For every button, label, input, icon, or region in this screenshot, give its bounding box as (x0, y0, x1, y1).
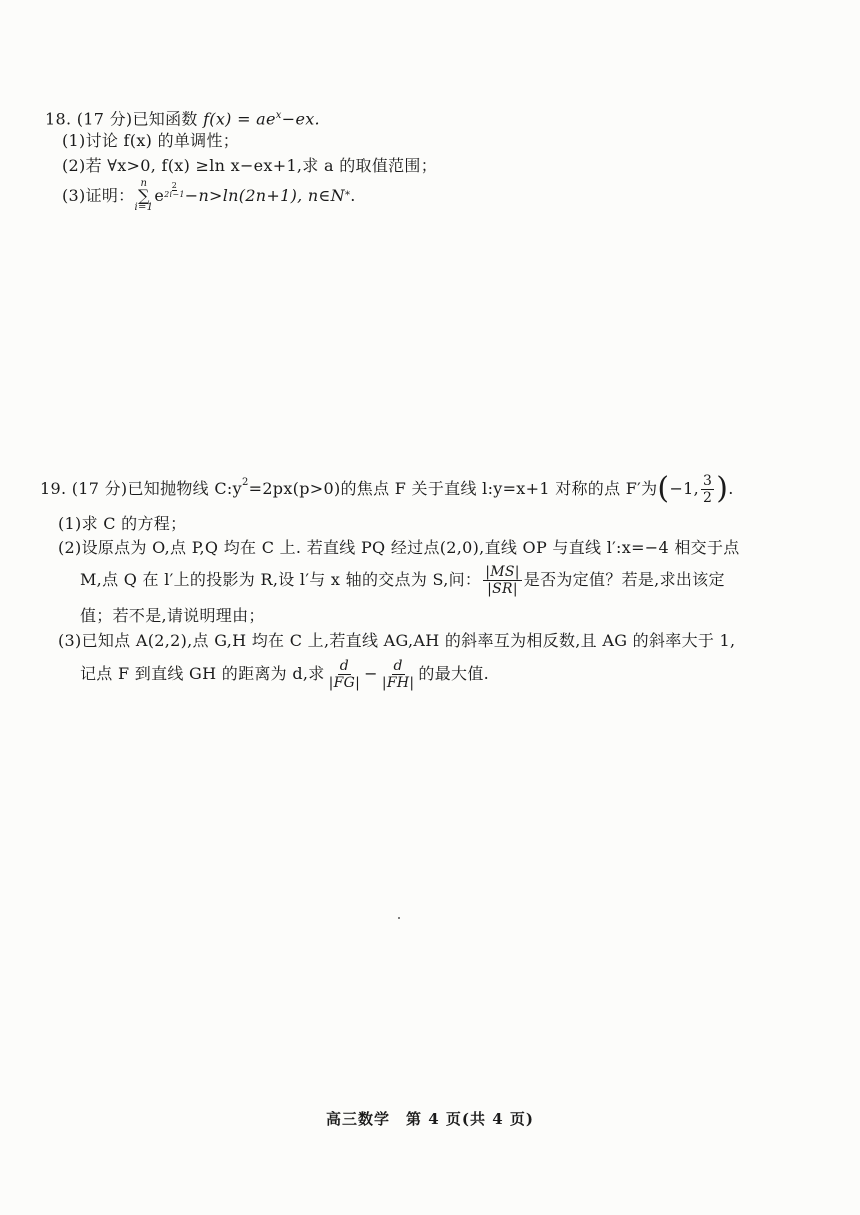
q19-part-2-line-2 (80, 560, 725, 600)
q18-part-3-rest: −n>ln(2n+1), n∈N (184, 186, 345, 205)
fraction-numerator: |MS| (485, 563, 520, 580)
summation-symbol (134, 179, 153, 213)
q18-text-b: −ex. (281, 109, 320, 129)
q18-part-1: (1)讨论 f(x) 的单调性； (62, 131, 240, 150)
exp-base: e (154, 186, 165, 205)
fraction-numerator: 3 (703, 472, 713, 489)
exp-numerator: 2 (171, 180, 178, 190)
q19-p3-text-b: 的最大值. (418, 664, 490, 683)
q18-part-3-end: . (350, 186, 356, 205)
q18-number: 18. (45, 109, 72, 129)
q18-text-a: 已知函数 (132, 109, 198, 129)
q19-part-2-line-3: 值；若不是,请说明理由； (80, 606, 265, 625)
sum-upper-limit: n (140, 178, 148, 189)
q19-part-1: (1)求 C 的方程； (58, 514, 187, 533)
right-paren: ) (716, 471, 729, 506)
q19-text-b: =2px(p>0)的焦点 F 关于直线 l:y=x+1 对称的点 F′为 (248, 479, 658, 498)
q18-star: * (344, 190, 351, 201)
q18-score: (17 分) (76, 109, 133, 129)
q19-coord-a: −1, (669, 479, 700, 498)
fraction-numerator: d (393, 657, 403, 674)
q18-header (45, 106, 320, 129)
fraction-denominator: |FG| (328, 674, 361, 691)
q18-function-expr: f(x) = ae (203, 109, 276, 129)
exp-fraction (164, 182, 185, 199)
q19-coord-fraction (701, 473, 714, 506)
q19-part-2-line-1: (2)设原点为 O,点 P,Q 均在 C 上. 若直线 PQ 经过点(2,0),直线 OP 与直线 l′:x=−4 相交于点 (58, 538, 740, 557)
page-footer: 高三数学 第 4 页(共 4 页) (326, 1110, 534, 1128)
q19-text-a: 已知抛物线 C:y (127, 479, 242, 498)
q18-part-3 (62, 178, 356, 213)
q19-p3-text-a: 记点 F 到直线 GH 的距离为 d,求 (80, 664, 325, 683)
sum-lower-limit: i=1 (134, 202, 154, 213)
d-fh-fraction (380, 658, 417, 691)
scan-speck (398, 917, 400, 919)
q19-header (40, 472, 734, 506)
q19-p2-text-b: 是否为定值？若是,求出该定 (523, 570, 725, 589)
q19-header-end: . (728, 479, 734, 498)
sigma-icon: ∑ (138, 186, 150, 205)
d-fg-fraction (327, 658, 363, 691)
q18-part-3-label: (3)证明： (62, 186, 135, 205)
fraction-denominator: 2 (703, 489, 713, 506)
minus-sign: − (364, 664, 378, 683)
q18-exponent: x (275, 110, 282, 121)
fraction-numerator: d (339, 657, 349, 674)
exp-denominator: 2i−1 (164, 189, 185, 199)
q19-part-3-line-2 (80, 654, 489, 694)
q19-p2-text-a: M,点 Q 在 l′上的投影为 R,设 l′与 x 轴的交点为 S,问： (80, 570, 482, 589)
fraction-denominator: |SR| (487, 580, 518, 597)
q19-score: (17 分) (71, 479, 128, 498)
ms-sr-fraction (483, 564, 522, 597)
q19-exponent: 2 (241, 477, 249, 488)
q19-number: 19. (40, 479, 67, 498)
q19-part-3-line-1: (3)已知点 A(2,2),点 G,H 均在 C 上,若直线 AG,AH 的斜率互为相反数,且 AG 的斜率大于 1, (58, 631, 736, 650)
q18-part-2: (2)若 ∀x>0, f(x) ≥ln x−ex+1,求 a 的取值范围； (62, 156, 438, 175)
left-paren: ( (657, 471, 670, 506)
fraction-denominator: |FH| (381, 674, 415, 691)
